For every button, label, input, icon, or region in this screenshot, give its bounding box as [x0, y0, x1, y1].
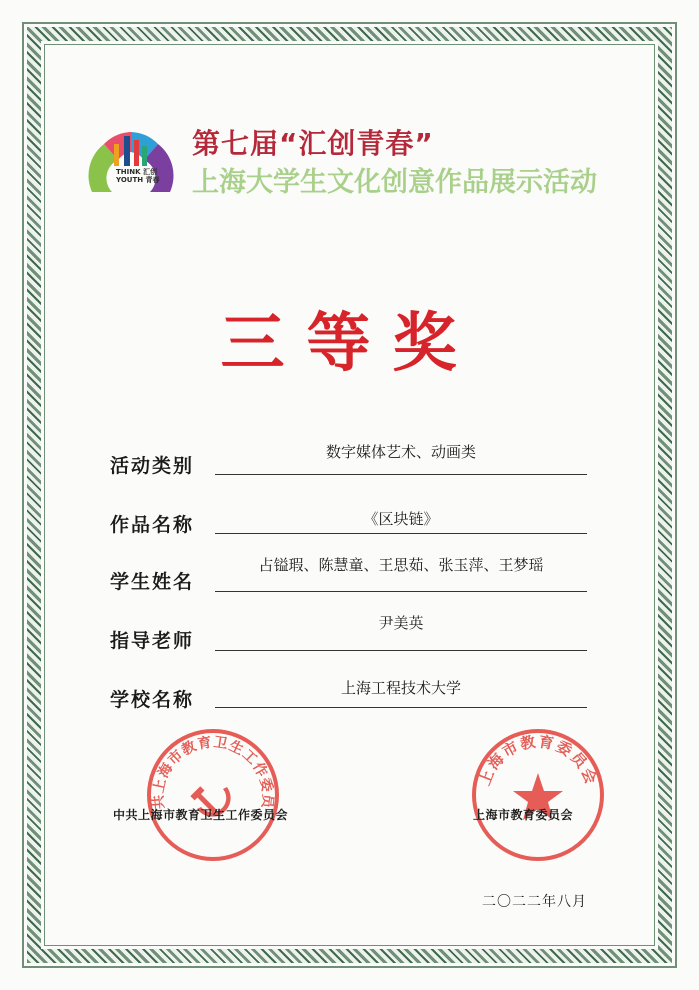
svg-text:上海市教育委员会: 上海市教育委员会 [475, 732, 601, 788]
field-value-students: 占镒瑕、陈慧童、王思茹、张玉萍、王梦瑶 [258, 556, 544, 574]
field-value-school: 上海工程技术大学 [340, 679, 461, 697]
field-value-advisor: 尹美英 [378, 614, 424, 632]
field-label-students: 学生姓名 [110, 571, 195, 593]
field-label-advisor: 指导老师 [110, 630, 195, 652]
issuer-right: 上海市教育委员会 [473, 808, 574, 822]
field-underline [215, 707, 587, 708]
seal-left-stamp [143, 725, 283, 865]
field-underline [215, 533, 587, 534]
event-title-line1: 第七届“汇创青春” [192, 127, 434, 160]
event-title-line2: 上海大学生文化创意作品展示活动 [192, 167, 597, 198]
award-title: 三等奖 [220, 306, 479, 381]
field-label-work-name: 作品名称 [110, 514, 195, 536]
field-underline [215, 474, 587, 475]
svg-text:中共上海市教育卫生工作委员会: 共上海市教育卫生工作委员 [150, 734, 276, 810]
logo-arc-icon [84, 122, 179, 200]
issuer-left: 中共上海市教育卫生工作委员会 [113, 808, 289, 822]
field-value-category: 数字媒体艺术、动画类 [325, 443, 476, 461]
think-youth-logo [84, 122, 179, 200]
seal-right-stamp [468, 725, 608, 865]
field-underline [215, 650, 587, 651]
field-label-category: 活动类别 [110, 455, 195, 477]
field-value-work-name: 《区块链》 [363, 510, 439, 528]
field-underline [215, 591, 587, 592]
logo-caption: THINK 汇创 YOUTH 青春 [116, 168, 160, 184]
issue-date: 二〇二二年八月 [482, 894, 587, 910]
field-label-school: 学校名称 [110, 689, 195, 711]
